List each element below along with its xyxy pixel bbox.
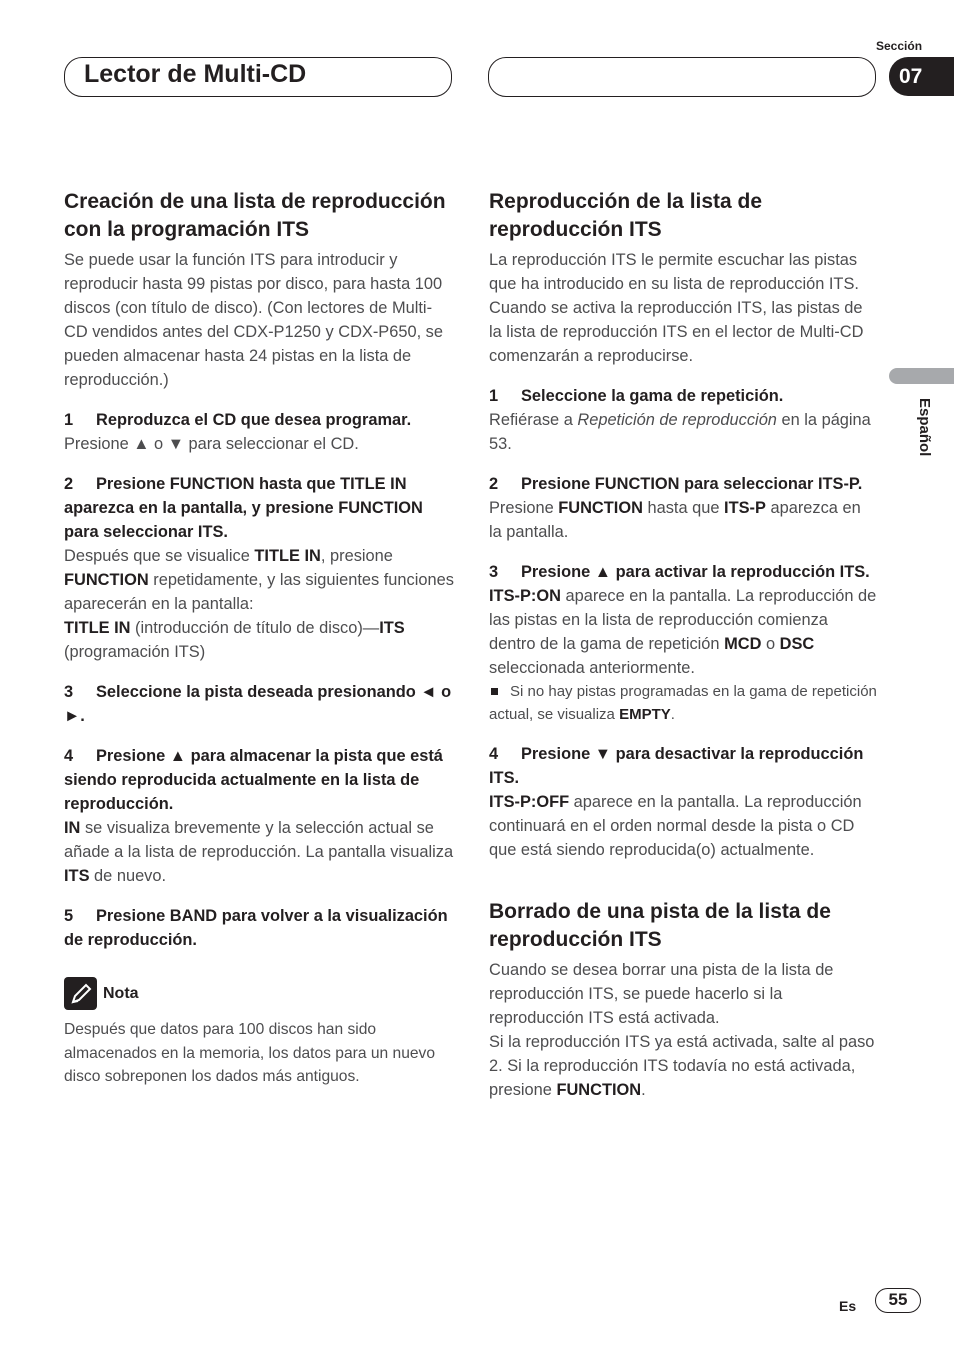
delete-instructions: Si la reproducción ITS ya está activada, salte al paso 2. Si la reproducción ITS todavía no está activada, presione FUNCTION. (489, 1033, 875, 1099)
step-1-title: 1 Reproduzca el CD que desea programar. (64, 411, 412, 429)
step-1-body: Presione ▲ o ▼ para seleccionar el CD. (64, 435, 359, 453)
playback-intro: La reproducción ITS le permite escuchar las pistas que ha introducido en su lista de reproducción ITS. Cuando se activa la reproducción ITS, las pistas de la lista de reproducción ITS en el lector de Multi-CD comenzarán a reproducirse. (489, 251, 864, 365)
page-title: Lector de Multi-CD (84, 60, 307, 88)
header-blank-frame (488, 57, 876, 97)
language-label: Español (916, 398, 933, 457)
step-3-bullet: Si no hay pistas programadas en la gama de repetición actual, se visualiza EMPTY. (489, 683, 877, 723)
section-heading-playback: Reproducción de la lista de reproducción ITS (489, 190, 763, 241)
delete-intro: Cuando se desea borrar una pista de la lista de reproducción ITS, se puede hacerlo si la reproducción ITS está activada. (489, 961, 834, 1027)
language-code: Es (839, 1298, 857, 1314)
step-3-title: 3 Presione ▲ para activar la reproducción ITS. (489, 563, 870, 581)
note-text: Después que datos para 100 discos han sido almacenados en la memoria, los datos para un nuevo disco sobreponen los dados más antiguos. (64, 1021, 436, 1085)
step-1-body: Refiérase a Repetición de reproducción en la página 53. (489, 411, 871, 453)
note-label: Nota (103, 984, 139, 1002)
section-number-badge (889, 57, 954, 96)
section-heading-delete: Borrado de una pista de la lista de reproducción ITS (489, 900, 831, 951)
step-2-title: 2 Presione FUNCTION hasta que TITLE IN aparezca en la pantalla, y presione FUNCTION para seleccionar ITS. (64, 475, 423, 541)
step-4-title: 4 Presione ▲ para almacenar la pista que está siendo reproducida actualmente en la lista de reproducción. (64, 747, 443, 813)
language-tab (889, 368, 954, 384)
step-4-body: ITS-P:OFF aparece en la pantalla. La reproducción continuará en el orden normal desde la pista o CD que está siendo reproducida(o) actualmente. (489, 793, 862, 859)
step-2-title: 2 Presione FUNCTION para seleccionar ITS-P. (489, 475, 863, 493)
pencil-note-icon (64, 977, 97, 1010)
step-4-title: 4 Presione ▼ para desactivar la reproducción ITS. (489, 745, 864, 787)
section-heading: Creación de una lista de reproducción con la programación ITS (64, 190, 446, 241)
page-number: 55 (875, 1288, 921, 1313)
step-2-body: Presione FUNCTION hasta que ITS-P aparezca en la pantalla. (489, 499, 861, 541)
step-1-title: 1 Seleccione la gama de repetición. (489, 387, 784, 405)
step-2-body: Después que se visualice TITLE IN, presione FUNCTION repetidamente, y las siguientes funciones aparecerán en la pantalla: TITLE IN (introducción de título de disco)—ITS (programación ITS) (64, 547, 454, 661)
left-column (64, 188, 454, 1089)
step-3-body: ITS-P:ON aparece en la pantalla. La reproducción de las pistas en la lista de reproducción comienza dentro de la gama de repetición MCD o DSC seleccionada anteriormente. (489, 587, 877, 677)
step-4-body: IN se visualiza brevemente y la selección actual se añade a la lista de reproducción. La pantalla visualiza ITS de nuevo. (64, 819, 454, 885)
right-column (489, 188, 877, 1102)
section-label: Sección (876, 39, 923, 53)
section-number: 07 (899, 65, 923, 88)
step-3-title: 3 Seleccione la pista deseada presionando ◄ o ►. (64, 683, 452, 725)
intro-paragraph: Se puede usar la función ITS para introducir y reproducir hasta 99 pistas por disco, para hasta 100 discos (con título de disco). (Con lectores de Multi-CD vendidos antes del CDX-P1250 y CDX-P650, se pueden almacenar hasta 24 pistas en la lista de reproducción.) (64, 251, 443, 389)
step-5-title: 5 Presione BAND para volver a la visualización de reproducción. (64, 907, 448, 949)
note-header (64, 977, 454, 1010)
square-bullet-icon (491, 688, 498, 695)
